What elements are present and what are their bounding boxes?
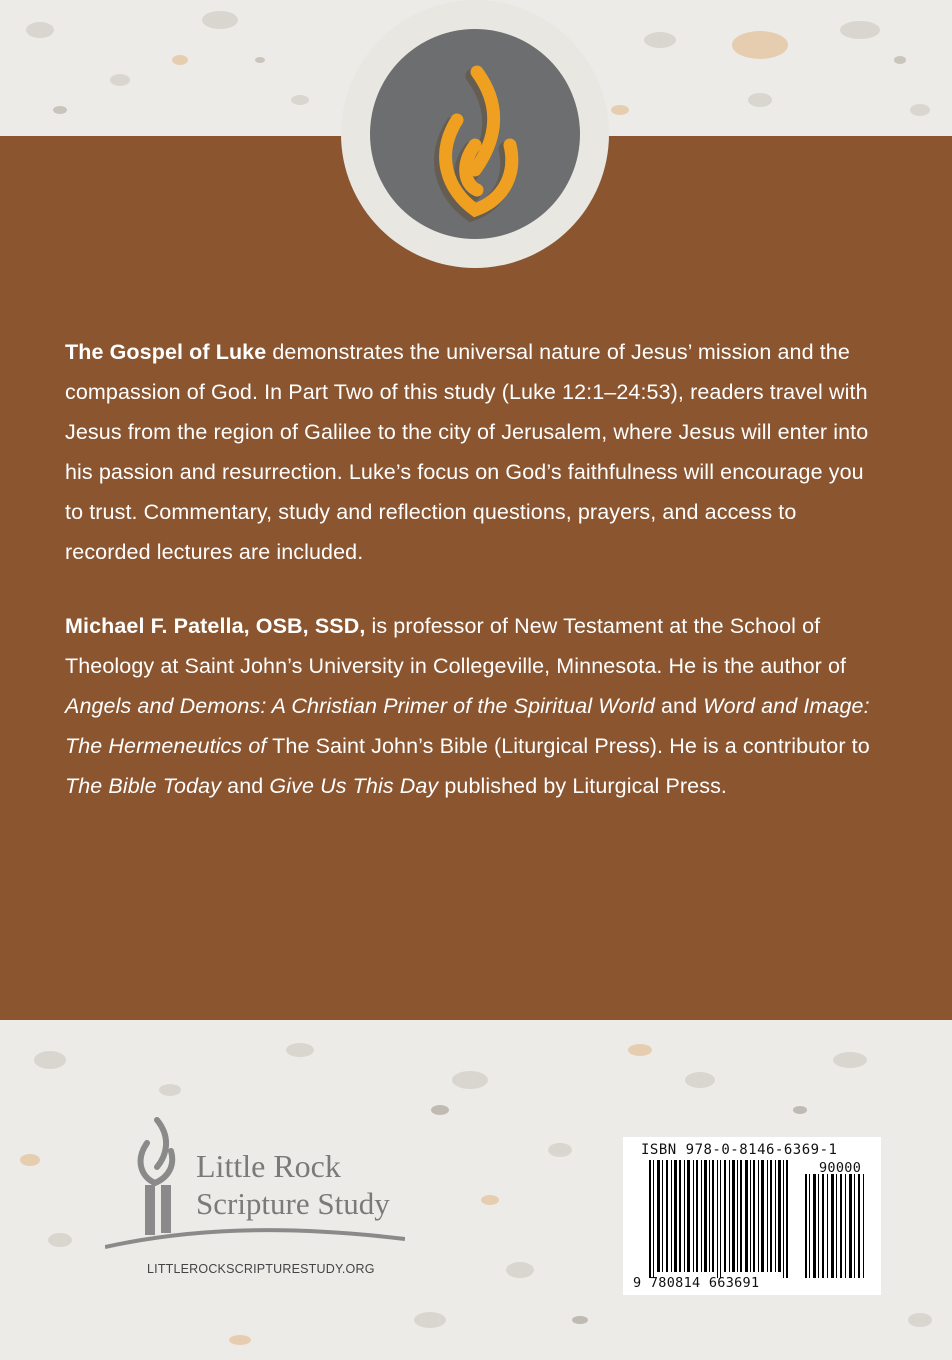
description-paragraph (65, 332, 885, 572)
candle-flame-icon (105, 1115, 405, 1255)
bio-text: is professor of New Testament at the School of Theology at Saint John’s University in Collegeville, Minnesota. He is the author of (65, 614, 847, 678)
publisher-name-line2: Scripture Study (196, 1186, 390, 1221)
isbn-label: ISBN 978-0-8146-6369-1 (641, 1142, 838, 1158)
publisher-website: LITTLEROCKSCRIPTURESTUDY.ORG (147, 1262, 375, 1276)
book-reference: Angels and Demons: A Christian Primer of the Spiritual World (65, 694, 655, 718)
brown-text-panel (0, 136, 952, 1020)
bio-text: and (654, 694, 704, 718)
barcode-bars (641, 1160, 871, 1278)
bio-text: published by Liturgical Press. (438, 774, 728, 798)
author-name: Michael F. Patella, OSB, SSD, (65, 614, 366, 638)
description-text: demonstrates the universal nature of Jesus’ mission and the compassion of God. In Part Two of this study (Luke 12:1–24:53), readers travel with Jesus from the region of Galilee to the city of Jerusalem, where Jesus will enter into his passion and resurrection. Luke’s focus on God’s faithfulness will encourage you to trust. Commentary, study and reflection questions, prayers, and access to recorded lectures are included. (65, 340, 869, 564)
book-title: The Gospel of Luke (65, 340, 267, 364)
bio-text: The Saint John’s Bible (Liturgical Press). He is a contributor to (266, 734, 870, 758)
barcode-ean-digits: 9 780814 663691 (633, 1275, 760, 1291)
book-reference: Word and Image: The Hermeneutics of (65, 694, 870, 758)
publisher-name-line1: Little Rock (196, 1148, 341, 1184)
book-reference: Give Us This Day (269, 774, 439, 798)
barcode-addon-digits: 90000 (819, 1160, 862, 1176)
author-bio-paragraph (65, 606, 885, 806)
bio-text: and (221, 774, 270, 798)
flame-icon (405, 50, 545, 230)
book-reference: The Bible Today (65, 774, 222, 798)
